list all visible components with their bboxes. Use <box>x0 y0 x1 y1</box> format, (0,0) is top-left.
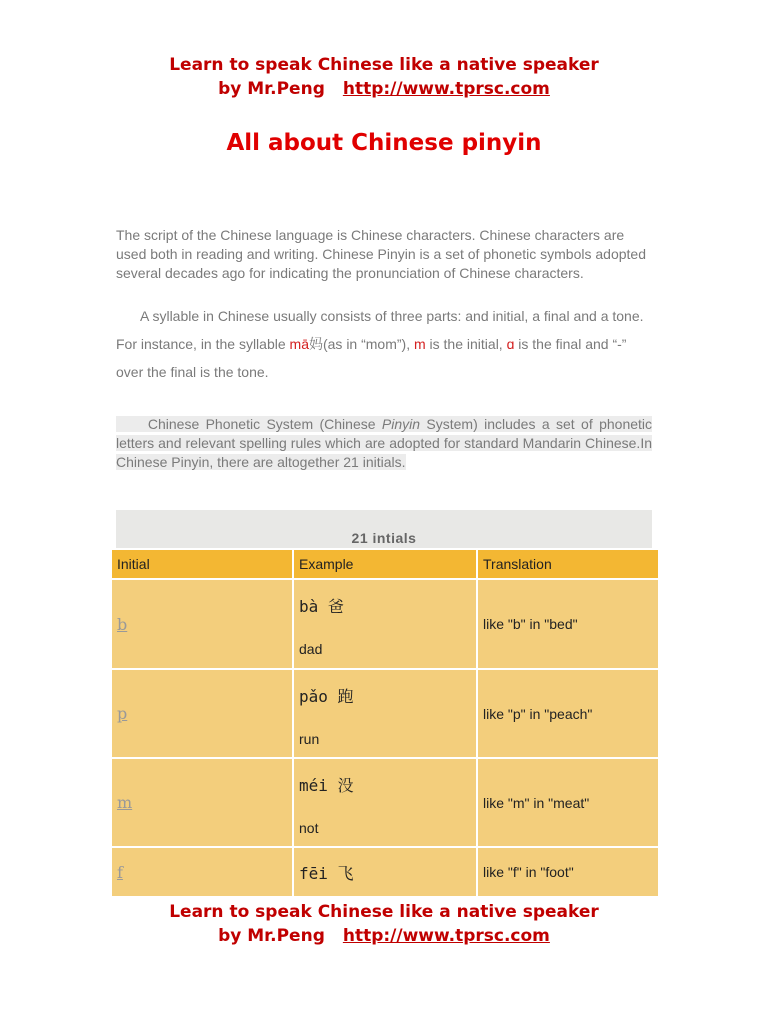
page-title: All about Chinese pinyin <box>226 130 542 156</box>
table-caption: 21 intials <box>351 530 417 546</box>
intro-paragraph-2: A syllable in Chinese usually consists of three parts: and initial, a final and a tone. For instance, in the syllable mā妈(as in “mom”), m is the initial, ɑ is the final and “-” over the final is the tone. <box>116 308 644 380</box>
footer-website-link[interactable]: http://www.tprsc.com <box>342 926 550 946</box>
header-website-link[interactable]: http://www.tprsc.com <box>342 79 550 99</box>
table-header-example: Example <box>293 549 477 579</box>
initials-table <box>110 548 660 898</box>
table-row <box>111 579 659 669</box>
footer-byline <box>0 926 768 946</box>
example-meaning: dad <box>299 641 323 657</box>
translation-text: like "f" in "foot" <box>483 864 574 880</box>
table-row <box>111 847 659 897</box>
example-pinyin: pǎo 跑 <box>299 687 354 706</box>
translation-text: like "b" in "bed" <box>483 616 578 632</box>
table-header-row <box>111 549 659 579</box>
initial-link[interactable]: b <box>117 614 128 634</box>
initial-link[interactable]: p <box>117 704 128 723</box>
footer-tagline: Learn to speak Chinese like a native speaker <box>169 902 599 922</box>
table-row <box>111 758 659 847</box>
header-byline <box>0 79 768 99</box>
example-meaning: run <box>299 731 320 747</box>
example-initial: m <box>413 336 426 352</box>
header-tagline: Learn to speak Chinese like a native speaker <box>169 55 599 75</box>
intro-paragraph-1: The script of the Chinese language is Chinese characters. Chinese characters are used both in reading and writing. Chinese Pinyin is a set of phonetic symbols adopted several decades ago for indicating the pronunciation of Chinese characters. <box>116 227 646 281</box>
table-row <box>111 669 659 758</box>
initial-link[interactable]: f <box>117 862 123 882</box>
example-final: ɑ <box>506 336 515 352</box>
translation-text: like "p" in "peach" <box>483 705 593 722</box>
initial-link[interactable]: m <box>117 793 133 812</box>
example-pinyin: fēi 飞 <box>299 863 354 883</box>
table-caption-box <box>116 510 652 548</box>
intro-paragraph-3: Chinese Phonetic System (Chinese Pinyin System) includes a set of phonetic letters and relevant spelling rules which are adopted for standard Mandarin Chinese.In Chinese Pinyin, there are altogether 21 initials. <box>116 416 653 470</box>
footer-author: by Mr.Peng <box>218 926 325 946</box>
example-pinyin: méi 没 <box>299 776 354 795</box>
header-author: by Mr.Peng <box>218 79 325 99</box>
table-header-initial: Initial <box>111 549 293 579</box>
table-header-translation: Translation <box>477 549 659 579</box>
example-meaning: not <box>299 820 319 836</box>
example-pinyin: bà 爸 <box>299 597 344 616</box>
translation-text: like "m" in "meat" <box>483 794 590 811</box>
example-character: 妈 <box>308 336 323 352</box>
example-syllable: mā <box>289 336 309 352</box>
